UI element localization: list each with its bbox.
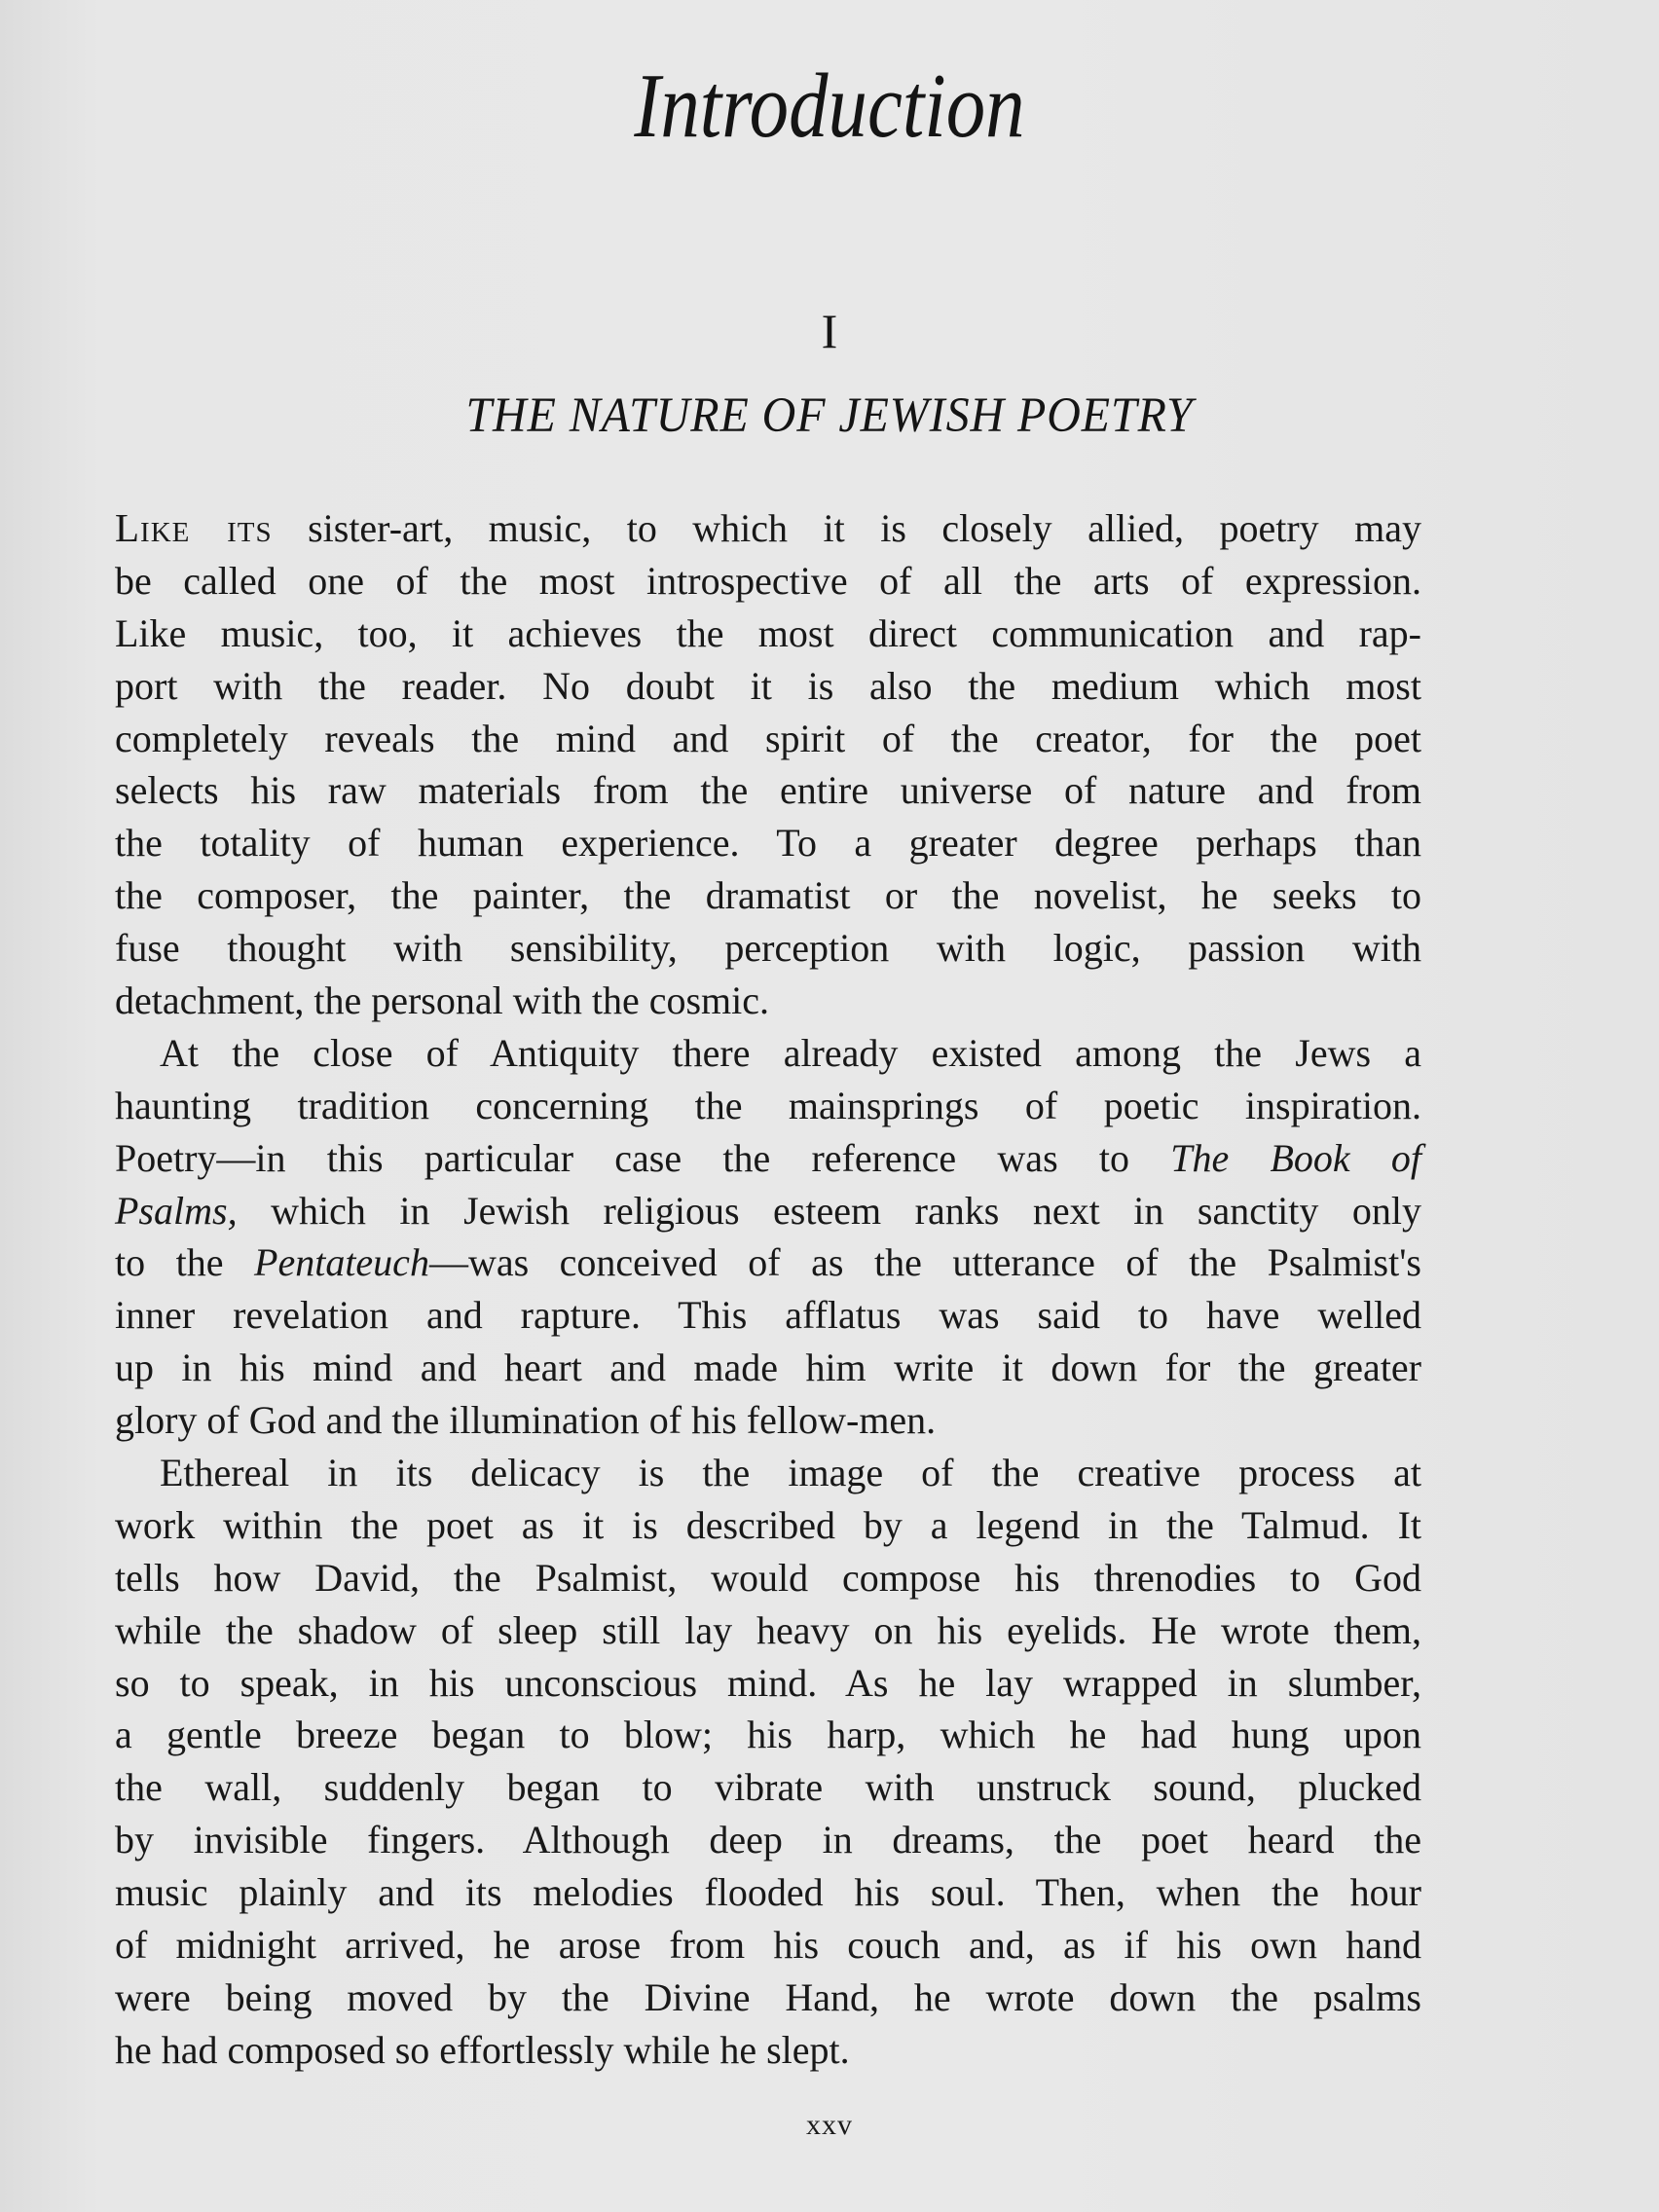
text-line bbox=[115, 817, 1421, 869]
text-segment: which in Jewish religious esteem ranks next in sanctity only bbox=[237, 1188, 1421, 1233]
text-line bbox=[115, 764, 1421, 817]
text-segment: The Book of bbox=[1170, 1135, 1421, 1180]
text-line bbox=[115, 1657, 1421, 1710]
text-segment: port with the reader. No doubt it is also the medium which most bbox=[115, 663, 1421, 708]
text-segment: inner revelation and rapture. This afflatus was said to have welled bbox=[115, 1293, 1421, 1338]
text-segment: detachment, the personal with the cosmic. bbox=[115, 978, 770, 1023]
text-line bbox=[115, 555, 1421, 608]
text-segment: Like its bbox=[115, 505, 273, 550]
text-segment: be called one of the most introspective of all the arts of expression. bbox=[115, 558, 1421, 603]
text-line bbox=[115, 502, 1421, 555]
text-line bbox=[115, 1447, 1421, 1499]
text-segment: work within the poet as it is described by a legend in the Talmud. It bbox=[115, 1502, 1421, 1547]
text-line bbox=[115, 922, 1421, 975]
text-line bbox=[115, 1236, 1421, 1289]
text-segment: sister-art, music, to which it is closely allied, poetry may bbox=[272, 506, 1422, 550]
text-segment: At the close of Antiquity there already existed among the Jews a bbox=[160, 1030, 1421, 1075]
text-line bbox=[115, 1027, 1421, 1080]
text-line bbox=[115, 608, 1421, 660]
text-segment: tells how David, the Psalmist, would compose his threnodies to God bbox=[115, 1555, 1421, 1600]
text-segment: Psalms, bbox=[115, 1188, 238, 1233]
text-segment: fuse thought with sensibility, perception with logic, passion with bbox=[115, 926, 1421, 971]
text-line bbox=[115, 1289, 1421, 1342]
text-segment: of midnight arrived, he arose from his couch and, as if his own hand bbox=[115, 1923, 1421, 1968]
text-line bbox=[115, 713, 1421, 765]
text-line bbox=[115, 1972, 1421, 2024]
text-segment: to the bbox=[115, 1240, 255, 1285]
text-segment: music plainly and its melodies flooded his soul. Then, when the hour bbox=[115, 1870, 1421, 1915]
text-segment: the composer, the painter, the dramatist or the novelist, he seeks to bbox=[115, 873, 1421, 918]
chapter-numeral: I bbox=[821, 304, 838, 358]
text-segment: glory of God and the illumination of his fellow-men. bbox=[115, 1398, 937, 1443]
text-line bbox=[115, 1761, 1421, 1814]
text-segment: a gentle breeze began to blow; his harp, which he had hung upon bbox=[115, 1713, 1421, 1757]
text-line bbox=[115, 1394, 1421, 1447]
text-line bbox=[115, 975, 1421, 1027]
text-line bbox=[115, 1709, 1421, 1761]
text-segment: haunting tradition concerning the mainsprings of poetic inspiration. bbox=[115, 1083, 1421, 1127]
text-segment: while the shadow of sleep still lay heavy on his eyelids. He wrote them, bbox=[115, 1607, 1421, 1652]
text-segment: were being moved by the Divine Hand, he wrote down the psalms bbox=[115, 1974, 1421, 2019]
text-line bbox=[115, 1499, 1421, 1552]
text-segment: —was conceived of as the utterance of the Psalmist's bbox=[428, 1240, 1422, 1285]
text-segment: the totality of human experience. To a greater degree perhaps than bbox=[115, 821, 1421, 866]
text-line bbox=[115, 1604, 1421, 1657]
text-segment: selects his raw materials from the entire universe of nature and from bbox=[115, 768, 1421, 813]
text-segment: he had composed so effortlessly while he slept. bbox=[115, 2027, 850, 2072]
text-segment: Like music, too, it achieves the most direct communication and rap- bbox=[115, 610, 1421, 655]
text-segment: Ethereal in its delicacy is the image of the creative process at bbox=[160, 1451, 1421, 1495]
page-title: Introduction bbox=[634, 55, 1025, 157]
text-segment: Pentateuch bbox=[254, 1240, 429, 1285]
text-segment: by invisible fingers. Although deep in dreams, the poet heard the bbox=[115, 1818, 1421, 1862]
text-segment: completely reveals the mind and spirit of the creator, for the poet bbox=[115, 716, 1421, 760]
text-line bbox=[115, 660, 1421, 713]
text-line bbox=[115, 1342, 1421, 1394]
text-segment: Poetry—in this particular case the reference was to bbox=[115, 1135, 1171, 1180]
text-line bbox=[115, 1185, 1421, 1237]
text-segment: up in his mind and heart and made him write it down for the greater bbox=[115, 1346, 1421, 1390]
text-segment: the wall, suddenly began to vibrate with unstruck sound, plucked bbox=[115, 1765, 1421, 1810]
chapter-title: THE NATURE OF JEWISH POETRY bbox=[465, 388, 1194, 443]
page-number: xxv bbox=[806, 2109, 853, 2141]
text-line bbox=[115, 1080, 1421, 1132]
text-line bbox=[115, 2024, 1421, 2077]
text-segment: so to speak, in his unconscious mind. As he lay wrapped in slumber, bbox=[115, 1660, 1421, 1705]
text-line bbox=[115, 1552, 1421, 1604]
body-text bbox=[115, 502, 1421, 2077]
text-line bbox=[115, 869, 1421, 922]
text-line bbox=[115, 1919, 1421, 1972]
text-line bbox=[115, 1132, 1421, 1185]
text-line bbox=[115, 1814, 1421, 1866]
text-line bbox=[115, 1866, 1421, 1919]
